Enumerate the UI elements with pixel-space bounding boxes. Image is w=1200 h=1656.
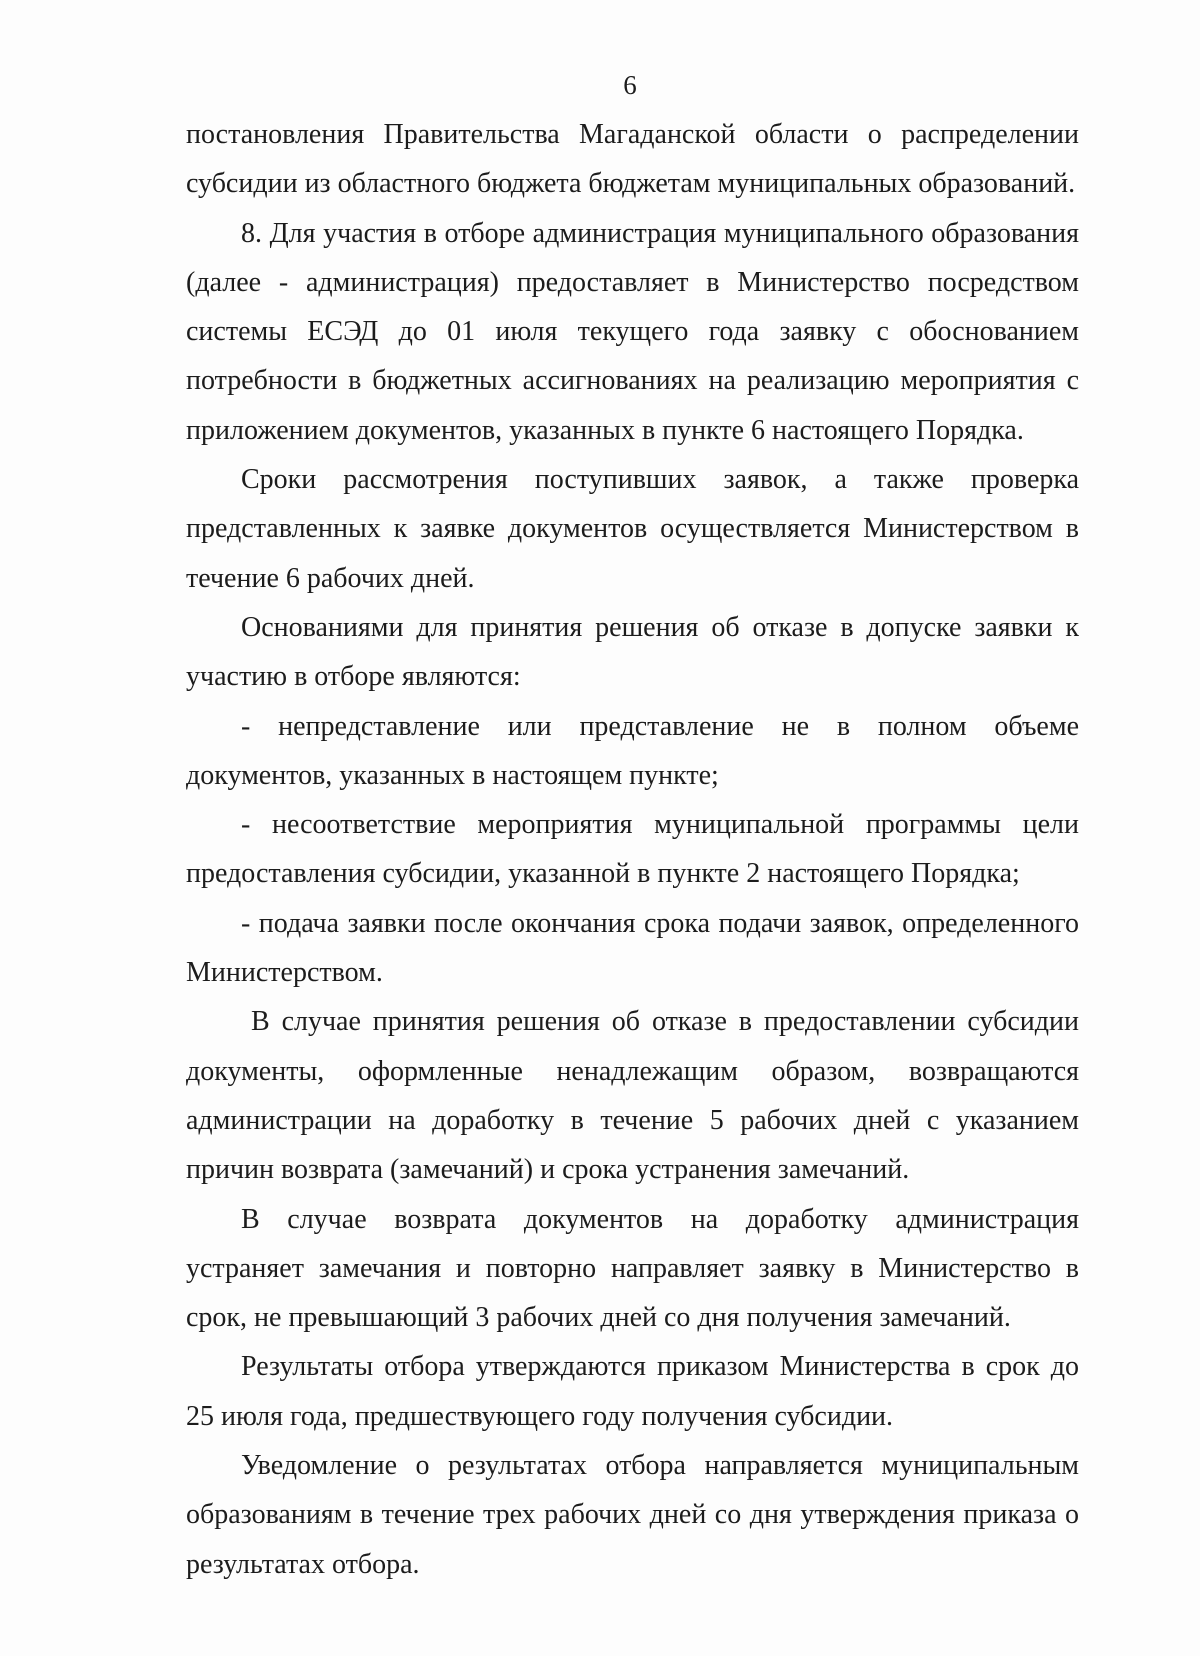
- paragraph-continuation: постановления Правительства Магаданской области о распределении субсидии из областного бюджета бюджетам муниципальных образований.: [186, 119, 1079, 200]
- paragraph-refusal-return: В случае принятия решения об отказе в предоставлении субсидии документы, оформленные ненадлежащим образом, возвращаются администрации на доработку в течение 5 рабочих дней с указанием причин возврата (замечаний) и срока устранения замечаний.: [186, 1006, 1079, 1186]
- paragraph-results-approval: Результаты отбора утверждаются приказом Министерства в срок до 25 июля года, предшествующего году получения субсидии.: [186, 1351, 1079, 1432]
- page-number: 6: [623, 70, 637, 100]
- list-item-ground-3: - подача заявки после окончания срока подачи заявок, определенного Министерством.: [186, 907, 1079, 989]
- paragraph-resubmission: В случае возврата документов на доработку администрация устраняет замечания и повторно направляет заявку в Министерство в срок, не превышающий 3 рабочих дней со дня получения замечаний.: [186, 1203, 1079, 1334]
- list-item-ground-1: - непредставление или представление не в полном объеме документов, указанных в настоящем пункте;: [186, 710, 1079, 791]
- paragraph-rejection-grounds: Основаниями для принятия решения об отказе в допуске заявки к участию в отборе являются:: [186, 611, 1079, 693]
- list-item-ground-2: - несоответствие мероприятия муниципальной программы цели предоставления субсидии, указанной в пункте 2 настоящего Порядка;: [186, 809, 1079, 890]
- paragraph-item-8: 8. Для участия в отборе администрация муниципального образования (далее - администрация) предоставляет в Министерство посредством системы ЕСЭД до 01 июля текущего года заявку с обоснованием потребности в бюджетных ассигнованиях на реализацию мероприятия с приложением документов, указанных в пункте 6 настоящего Порядка.: [186, 217, 1079, 446]
- document-body: [186, 110, 1079, 1589]
- paragraph-review-terms: Сроки рассмотрения поступивших заявок, а также проверка представленных к заявке документов осуществляется Министерством в течение 6 рабочих дней.: [186, 464, 1079, 594]
- paragraph-results-notification: Уведомление о результатах отбора направляется муниципальным образованиям в течение трех рабочих дней со дня утверждения приказа о результатах отбора.: [186, 1450, 1079, 1580]
